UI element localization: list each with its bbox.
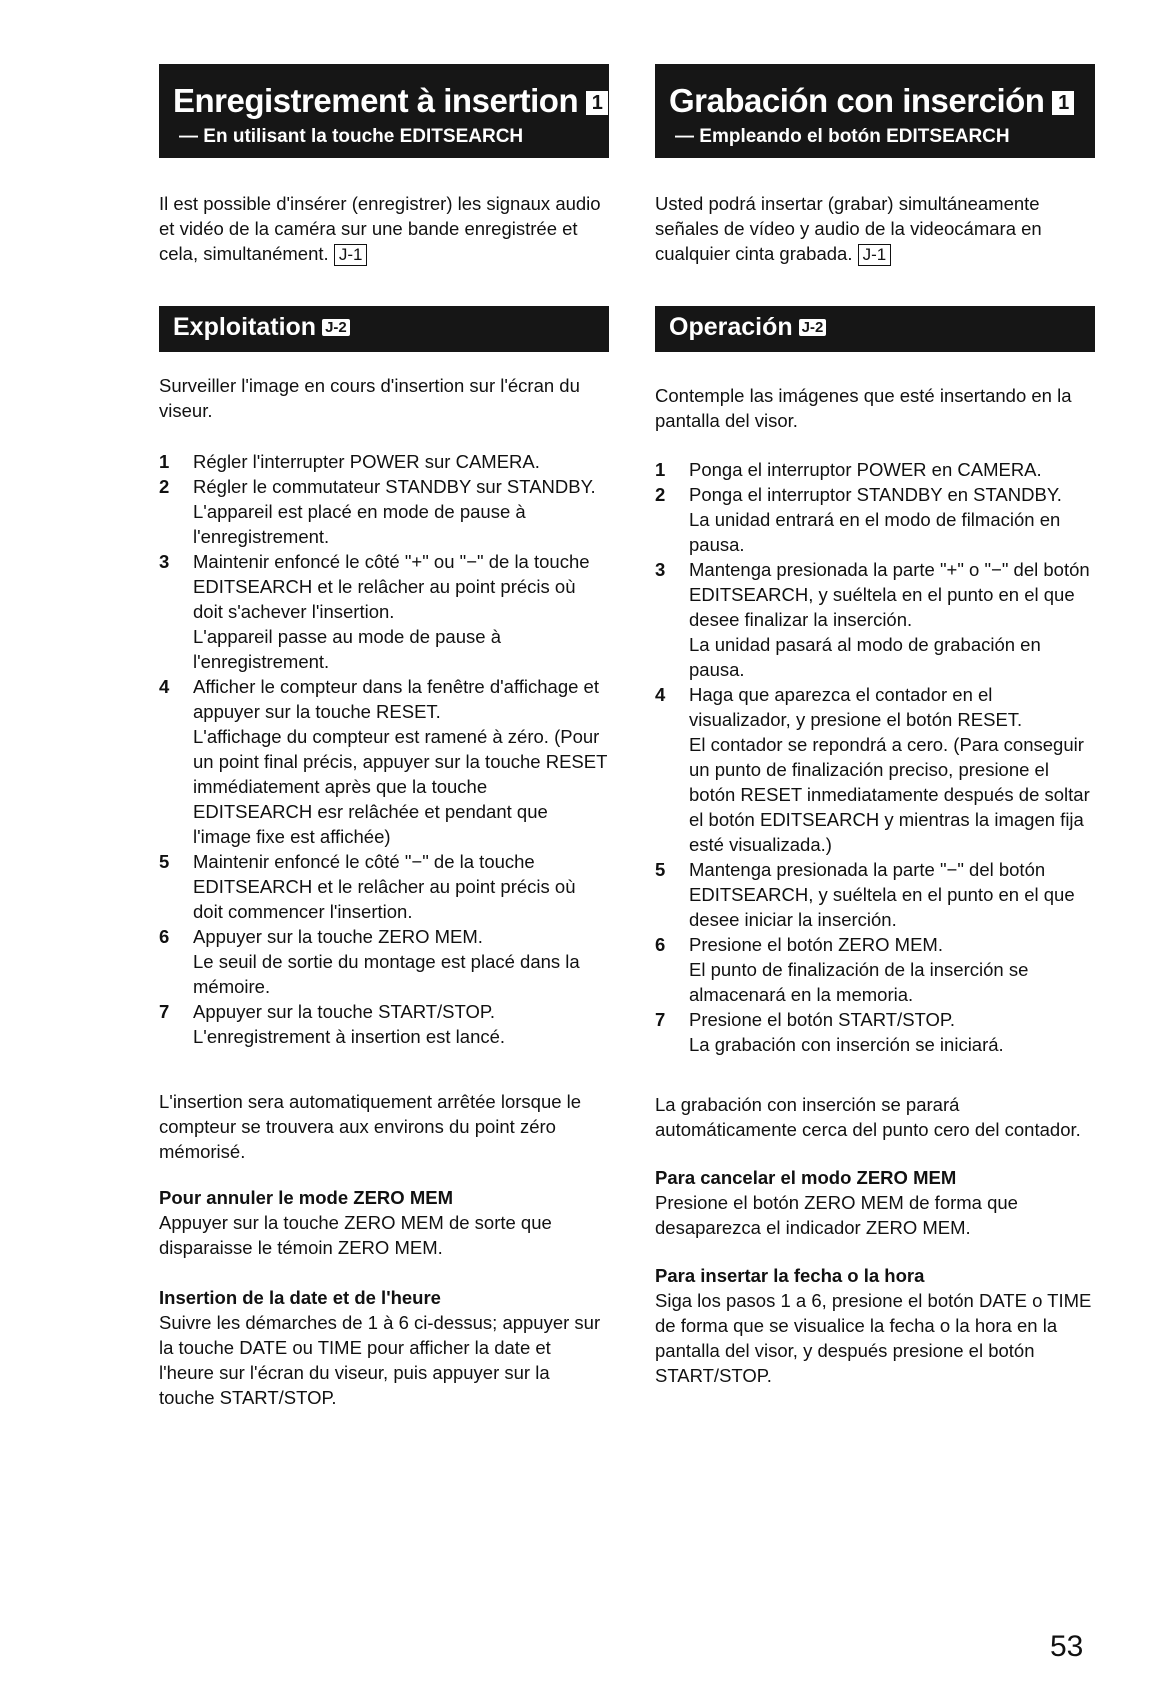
french-subtitle: — En utilisant la touche EDITSEARCH: [179, 126, 524, 147]
french-section-label: Exploitation: [173, 313, 317, 341]
french-intro-ref: J-1: [334, 244, 368, 266]
french-section-ref: J-2: [322, 319, 350, 336]
french-cancel-heading: Pour annuler le mode ZERO MEM: [159, 1187, 453, 1208]
french-step: 3 Maintenir enfoncé le côté "+" ou "−" de la touche EDITSEARCH et le relâcher au point précis où doit s'achever l'insertion. L'appareil passe au mode de pause à l'enregistrement.: [159, 551, 590, 672]
french-date-text: Suivre les démarches de 1 à 6 ci-dessus; appuyer sur la touche DATE ou TIME pour afficher la date et l'heure sur l'écran du viseur, puis appuyer sur la touche START/STOP.: [159, 1312, 601, 1408]
spanish-steps: [655, 457, 1095, 1057]
spanish-section-ref: J-2: [799, 319, 827, 336]
spanish-step: 7 Presione el botón START/STOP. La grabación con inserción se iniciará.: [655, 1009, 1004, 1055]
spanish-step: 3 Mantenga presionada la parte "+" o "−" del botón EDITSEARCH, y suéltela en el punto en el que desee finalizar la inserción. La unidad pasará al modo de grabación en pausa.: [655, 559, 1090, 680]
spanish-cancel-text: Presione el botón ZERO MEM de forma que desaparezca el indicador ZERO MEM.: [655, 1192, 1018, 1238]
french-step: 6 Appuyer sur la touche ZERO MEM. Le seuil de sortie du montage est placé dans la mémoire.: [159, 926, 580, 997]
french-title-number: 1: [586, 91, 608, 115]
spanish-date-text: Siga los pasos 1 a 6, presione el botón DATE o TIME de forma que se visualice la fecha o la hora en la pantalla del visor, y después presione el botón START/STOP.: [655, 1290, 1092, 1386]
french-title-banner: [159, 64, 609, 158]
spanish-step: 2 Ponga el interruptor STANDBY en STANDBY. La unidad entrará en el modo de filmación en pausa.: [655, 484, 1062, 555]
french-date-heading: Insertion de la date et de l'heure: [159, 1287, 441, 1308]
french-step: 1 Régler l'interrupter POWER sur CAMERA.: [159, 451, 540, 472]
spanish-section-bar: [655, 306, 1095, 352]
french-step: 7 Appuyer sur la touche START/STOP. L'enregistrement à insertion est lancé.: [159, 1001, 506, 1047]
french-steps: [159, 449, 609, 1049]
spanish-date: [655, 1263, 1095, 1388]
page-number: 53: [1050, 1630, 1084, 1663]
spanish-cancel-heading: Para cancelar el modo ZERO MEM: [655, 1167, 957, 1188]
french-date: [159, 1285, 609, 1410]
spanish-intro: Usted podrá insertar (grabar) simultáneamente señales de vídeo y audio de la videocámara en cualquier cinta grabada. J-1: [655, 193, 1042, 264]
spanish-cancel: [655, 1165, 1095, 1240]
french-section-bar: [159, 306, 609, 352]
spanish-lead: Contemple las imágenes que esté insertando en la pantalla del visor.: [655, 385, 1072, 431]
spanish-intro-ref: J-1: [858, 244, 892, 266]
french-step: 4 Afficher le compteur dans la fenêtre d'affichage et appuyer sur la touche RESET. L'affichage du compteur est ramené à zéro. (Pour un point final précis, appuyer sur la touche RESET immédiatement après que la touche EDITSEARCH esr relâchée et pendant que l'image fixe est affichée): [159, 676, 608, 847]
spanish-auto-stop: La grabación con inserción se parará automáticamente cerca del punto cero del contador.: [655, 1094, 1081, 1140]
french-cancel-text: Appuyer sur la touche ZERO MEM de sorte que disparaisse le témoin ZERO MEM.: [159, 1212, 552, 1258]
spanish-step: 1 Ponga el interruptor POWER en CAMERA.: [655, 459, 1042, 480]
spanish-step: 5 Mantenga presionada la parte "−" del botón EDITSEARCH, y suéltela en el punto en el que desee iniciar la inserción.: [655, 859, 1075, 930]
french-step: 5 Maintenir enfoncé le côté "−" de la touche EDITSEARCH et le relâcher au point précis où doit commencer l'insertion.: [159, 851, 576, 922]
spanish-title-number: 1: [1052, 91, 1074, 115]
spanish-title: Grabación con inserción 1: [669, 82, 1074, 120]
french-title: Enregistrement à insertion 1: [173, 82, 608, 120]
french-cancel: [159, 1185, 609, 1260]
spanish-title-banner: [655, 64, 1095, 158]
french-step: 2 Régler le commutateur STANDBY sur STANDBY. L'appareil est placé en mode de pause à l'enregistrement.: [159, 476, 596, 547]
spanish-step: 4 Haga que aparezca el contador en el visualizador, y presione el botón RESET. El contador se repondrá a cero. (Para conseguir un punto de finalización preciso, presione el botón RESET inmediatamente después de soltar el botón EDITSEARCH y mientras la imagen fija esté visualizada.): [655, 684, 1090, 855]
spanish-date-heading: Para insertar la fecha o la hora: [655, 1265, 925, 1286]
french-intro: Il est possible d'insérer (enregistrer) les signaux audio et vidéo de la caméra sur une bande enregistrée et cela, simultanément. J-1: [159, 193, 601, 264]
spanish-step: 6 Presione el botón ZERO MEM. El punto de finalización de la inserción se almacenará en la memoria.: [655, 934, 1029, 1005]
french-lead: Surveiller l'image en cours d'insertion sur l'écran du viseur.: [159, 375, 580, 421]
french-auto-stop: L'insertion sera automatiquement arrêtée lorsque le compteur se trouvera aux environs du point zéro mémorisé.: [159, 1091, 582, 1162]
spanish-section-label: Operación: [669, 313, 793, 341]
spanish-subtitle: — Empleando el botón EDITSEARCH: [675, 126, 1010, 147]
